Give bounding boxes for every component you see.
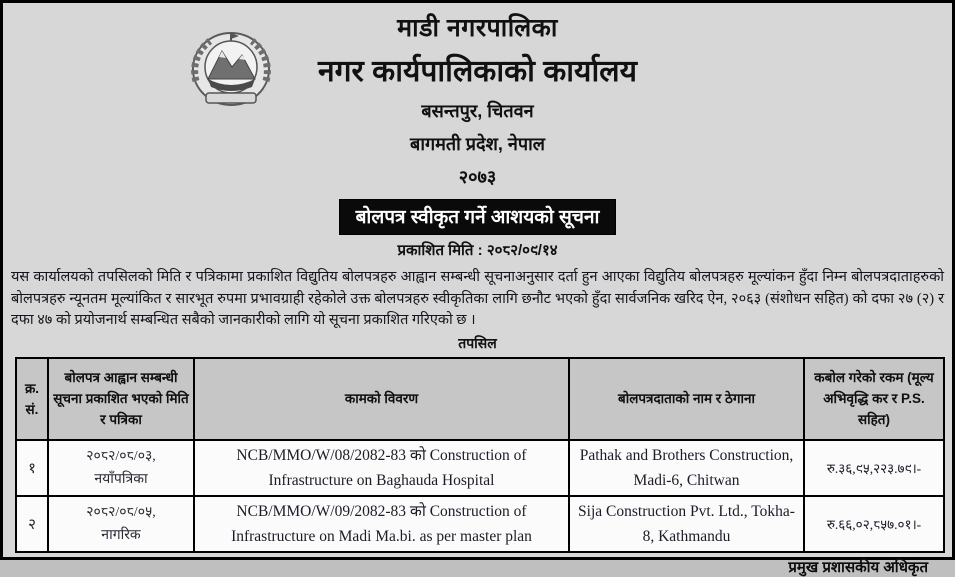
newspaper-name: नागरिक xyxy=(101,527,141,543)
municipality-emblem-icon xyxy=(186,29,276,109)
invitation-date: २०८२/०८/०३, xyxy=(86,448,156,464)
establishment-year: २०७३ xyxy=(458,167,497,187)
header-serial-number: क्र. सं. xyxy=(16,358,48,440)
municipality-name: माडी नगरपालिका xyxy=(397,14,558,42)
newspaper-name: नयाँपत्रिका xyxy=(94,471,148,487)
tapasil-heading: तपसिल xyxy=(458,336,497,352)
invitation-date: २०८२/०८/०५, xyxy=(86,504,156,520)
notice-title-row xyxy=(3,199,952,235)
cell-invitation-date-paper xyxy=(48,496,194,552)
cell-serial-number: १ xyxy=(16,440,48,496)
table-row xyxy=(16,440,944,496)
cell-invitation-date-paper xyxy=(48,440,194,496)
header-work-description: कामको विवरण xyxy=(194,358,569,440)
table-row xyxy=(16,496,944,552)
tender-details-table xyxy=(15,357,945,553)
cell-bidder-name-address: Pathak and Brothers Construction, Madi-6, Chitwan xyxy=(569,440,804,496)
notice-title: बोलपत्र स्वीकृत गर्ने आशयको सूचना xyxy=(339,199,617,235)
office-address: बसन्तपुर, चितवन xyxy=(421,101,534,121)
province-line: बागमती प्रदेश, नेपाल xyxy=(410,134,545,154)
signatory-title: प्रमुख प्रशासकीय अधिकृत xyxy=(788,558,928,576)
letterhead xyxy=(3,3,952,189)
published-date-value: २०८२/०९/१४ xyxy=(486,242,558,259)
published-date-line xyxy=(3,240,952,260)
cell-work-description: NCB/MMO/W/09/2082-83 को Construction of Infrastructure on Madi Ma.bi. as per master plan xyxy=(194,496,569,552)
cell-serial-number: २ xyxy=(16,496,48,552)
header-invitation-date-paper: बोलपत्र आह्वान सम्बन्धी सूचना प्रकाशित भएको मिति र पत्रिका xyxy=(48,358,194,440)
cell-quoted-amount: रु.६६,०२,८५७.०१।- xyxy=(804,496,944,552)
header-quoted-amount: कबोल गरेको रकम (मूल्य अभिवृद्धि कर र P.S. सहित) xyxy=(804,358,944,440)
notice-body-paragraph: यस कार्यालयको तपसिलको मिति र पत्रिकामा प्रकाशित विद्युतिय बोलपत्रहरु आह्वान सम्बन्धी सूचनाअनुसार दर्ता हुन आएका विद्युतिय बोलपत्रहरु मूल्यांकन हुँदा निम्न बोलपत्रदाताहरुको बोलपत्रहरु न्यूनतम मूल्यांकित र सारभूत रुपमा प्रभावग्राही रहेकोले उक्त बोलपत्रहरु स्वीकृतिका लागि छनौट भएको हुँदा सार्वजनिक खरिद ऐन, २०६३ (संशोधन सहित) को दफा २७ (२) र दफा ४७ को प्रयोजनार्थ सम्बन्धित सबैको जानकारीको लागि यो सूचना प्रकाशित गरिएको छ । xyxy=(11,269,944,328)
cell-bidder-name-address: Sija Construction Pvt. Ltd., Tokha-8, Kathmandu xyxy=(569,496,804,552)
published-date-label: प्रकाशित मिति : xyxy=(397,242,483,259)
cell-work-description: NCB/MMO/W/08/2082-83 को Construction of Infrastructure on Baghauda Hospital xyxy=(194,440,569,496)
office-name: नगर कार्यपालिकाको कार्यालय xyxy=(318,55,637,88)
header-bidder-name-address: बोलपत्रदाताको नाम र ठेगाना xyxy=(569,358,804,440)
cell-quoted-amount: रु.३६,९५,२२३.७९।- xyxy=(804,440,944,496)
table-header-row xyxy=(16,358,944,440)
